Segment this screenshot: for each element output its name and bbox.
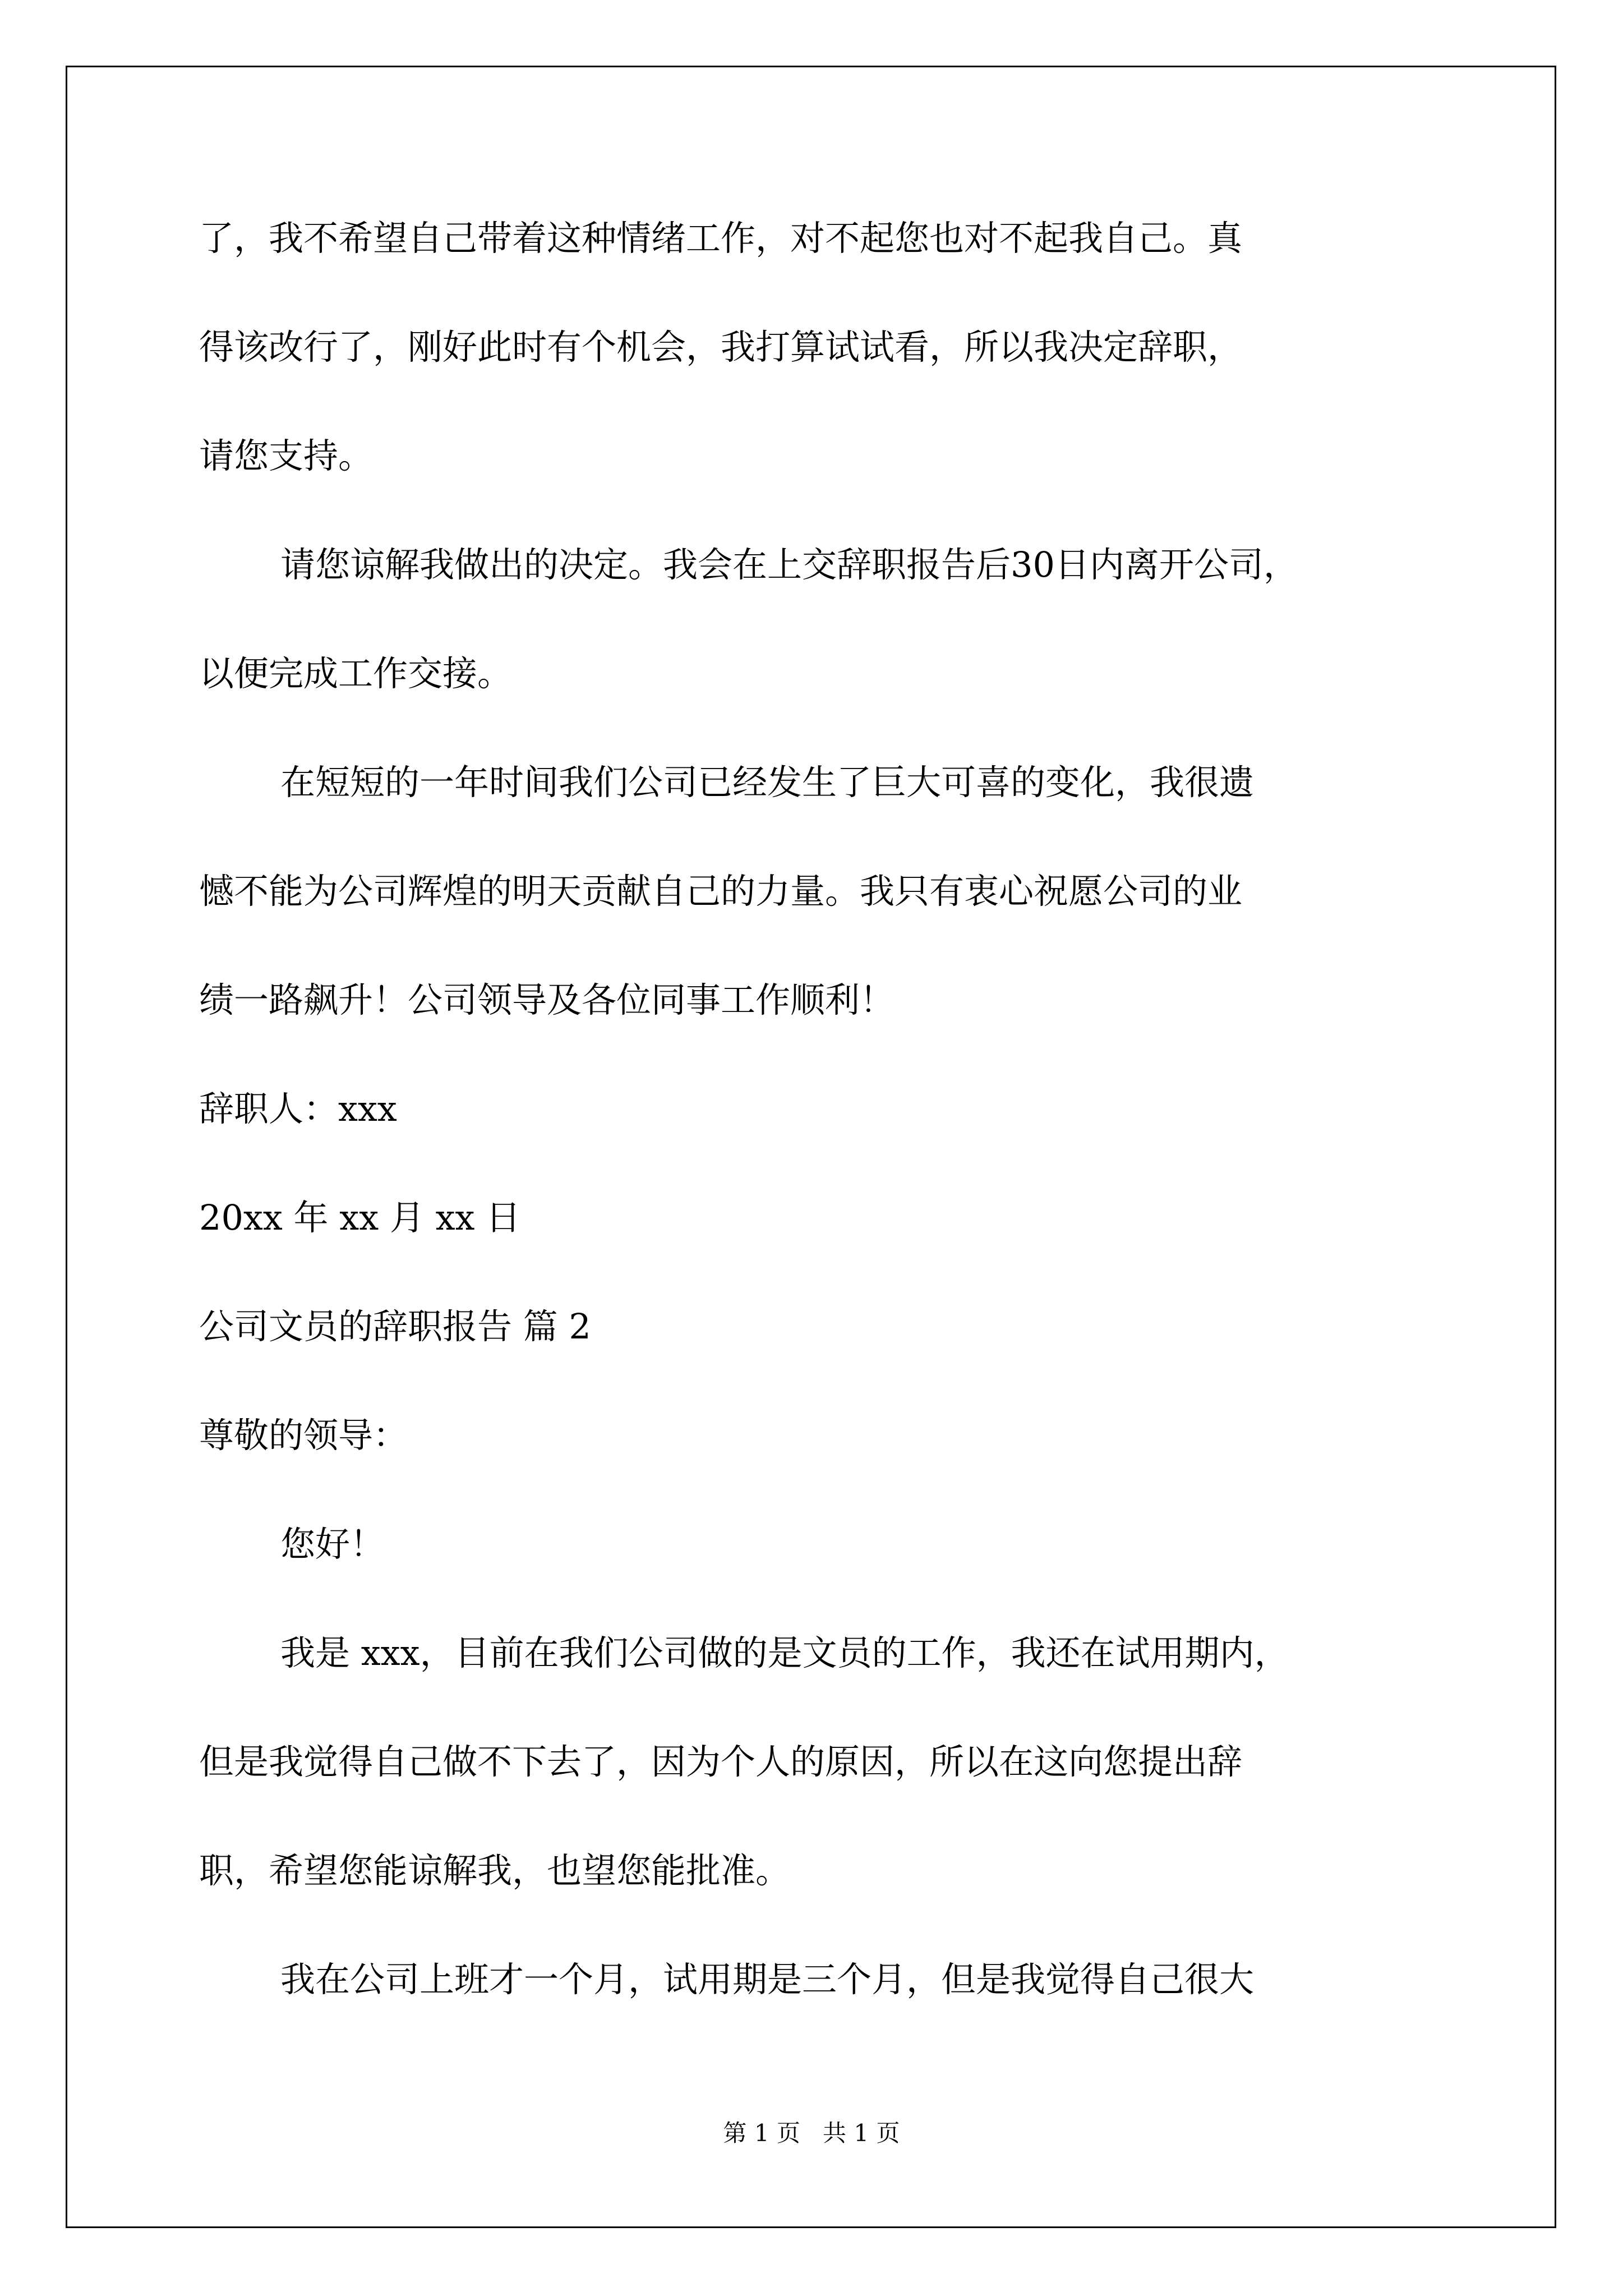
paragraph-line: 我在公司上班才一个月，试用期是三个月，但是我觉得自己很大 <box>280 1959 1255 2000</box>
body-line: 请您支持。 <box>199 435 374 476</box>
paragraph-line: 我是 xxx，目前在我们公司做的是文员的工作，我还在试用期内， <box>280 1632 1289 1673</box>
paragraph-line: 请您谅解我做出的决定。我会在上交辞职报告后30日内离开公司， <box>280 544 1298 585</box>
greeting: 您好！ <box>280 1524 385 1565</box>
section-title: 公司文员的辞职报告 篇 2 <box>199 1306 591 1347</box>
page-border <box>66 66 1556 2228</box>
body-line: 得该改行了，刚好此时有个机会，我打算试试看，所以我决定辞职， <box>199 326 1243 367</box>
page-number-footer: 第 1 页 共 1 页 <box>723 2119 900 2147</box>
body-line: 了，我不希望自己带着这种情绪工作，对不起您也对不起我自己。真 <box>199 218 1243 259</box>
salutation: 尊敬的领导： <box>199 1415 408 1456</box>
body-line: 憾不能为公司辉煌的明天贡献自己的力量。我只有衷心祝愿公司的业 <box>199 871 1243 912</box>
paragraph-line: 在短短的一年时间我们公司已经发生了巨大可喜的变化，我很遗 <box>280 762 1255 803</box>
body-line: 职，希望您能谅解我，也望您能批准。 <box>199 1850 791 1891</box>
date-line: 20xx 年 xx 月 xx 日 <box>199 1197 521 1238</box>
body-line: 以便完成工作交接。 <box>199 653 513 694</box>
signer-line: 辞职人：xxx <box>199 1088 397 1129</box>
body-line: 绩一路飙升！公司领导及各位同事工作顺利！ <box>199 979 895 1020</box>
body-line: 但是我觉得自己做不下去了，因为个人的原因，所以在这向您提出辞 <box>199 1741 1243 1782</box>
